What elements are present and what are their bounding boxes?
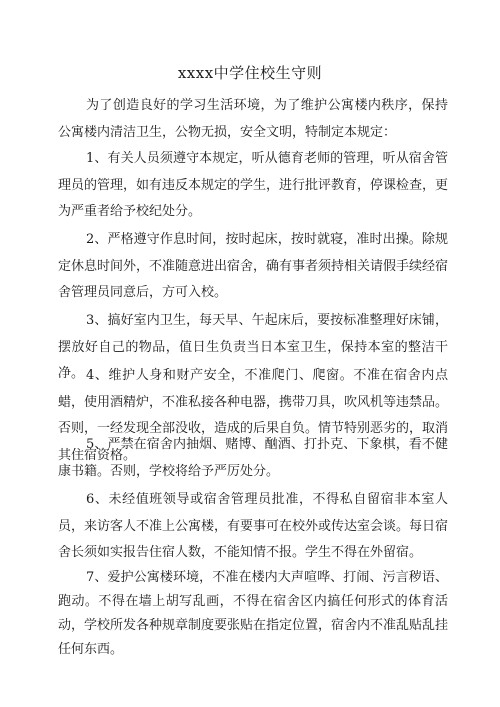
rule-paragraph-6: 6、未经值班领导或宿舍管理员批准，不得私自留宿非本室人员，来访客人不准上公寓楼，有要事可在校外或传达室会谈。每日宿舍长须如实报告住宿人数，不能知情不报。学生不得在外留宿。	[58, 492, 449, 560]
intro-paragraph: 为了创造良好的学习生活环境，为了维护公寓楼内秩序，保持公寓楼内清洁卫生，公物无损，安全文明，特制定本规定：	[58, 98, 448, 140]
rule-paragraph-5: 5、严禁在宿舍内抽烟、赌博、酗酒、打扑克、下象棋，看不健康书籍。否则，学校将给予严厉处分。	[58, 437, 448, 479]
rule-paragraph-4: 4、维护人身和财产安全，不准爬门、爬窗。不准在宿舍内点蜡，使用酒精炉，不准私接各种电器，携带刀具，吹风机等违禁品。否则，一经发现全部没收，造成的后果自负。情节特别恶劣的，取消其住宿资格。	[58, 368, 449, 463]
document-title: xxxx中学住校生守则	[177, 64, 323, 82]
rule-paragraph-2: 2、严格遵守作息时间，按时起床，按时就寝，准时出操。除规定休息时间外，不准随意进出宿舍，确有事者须持相关请假手续经宿舍管理员同意后，方可入校。	[58, 232, 449, 300]
rule-paragraph-7: 7、爱护公寓楼环境，不准在楼内大声喧哗、打闹、污言秽语、跑动。不得在墙上胡写乱画，不得在宿舍区内搞任何形式的体育活动，学校所发各种规章制度要张贴在指定位置，宿舍内不准乱贴乱挂任何东西。	[58, 570, 449, 657]
rule-paragraph-1: 1、有关人员须遵守本规定，听从德育老师的管理，听从宿舍管理员的管理，如有违反本规定的学生，进行批评教育，停课检查，更为严重者给予校纪处分。	[58, 151, 449, 219]
rule-paragraph-3: 3、搞好室内卫生，每天早、午起床后，要按标准整理好床铺，摆放好自己的物品，值日生负责当日本室卫生，保持本室的整洁干净。	[58, 313, 448, 381]
